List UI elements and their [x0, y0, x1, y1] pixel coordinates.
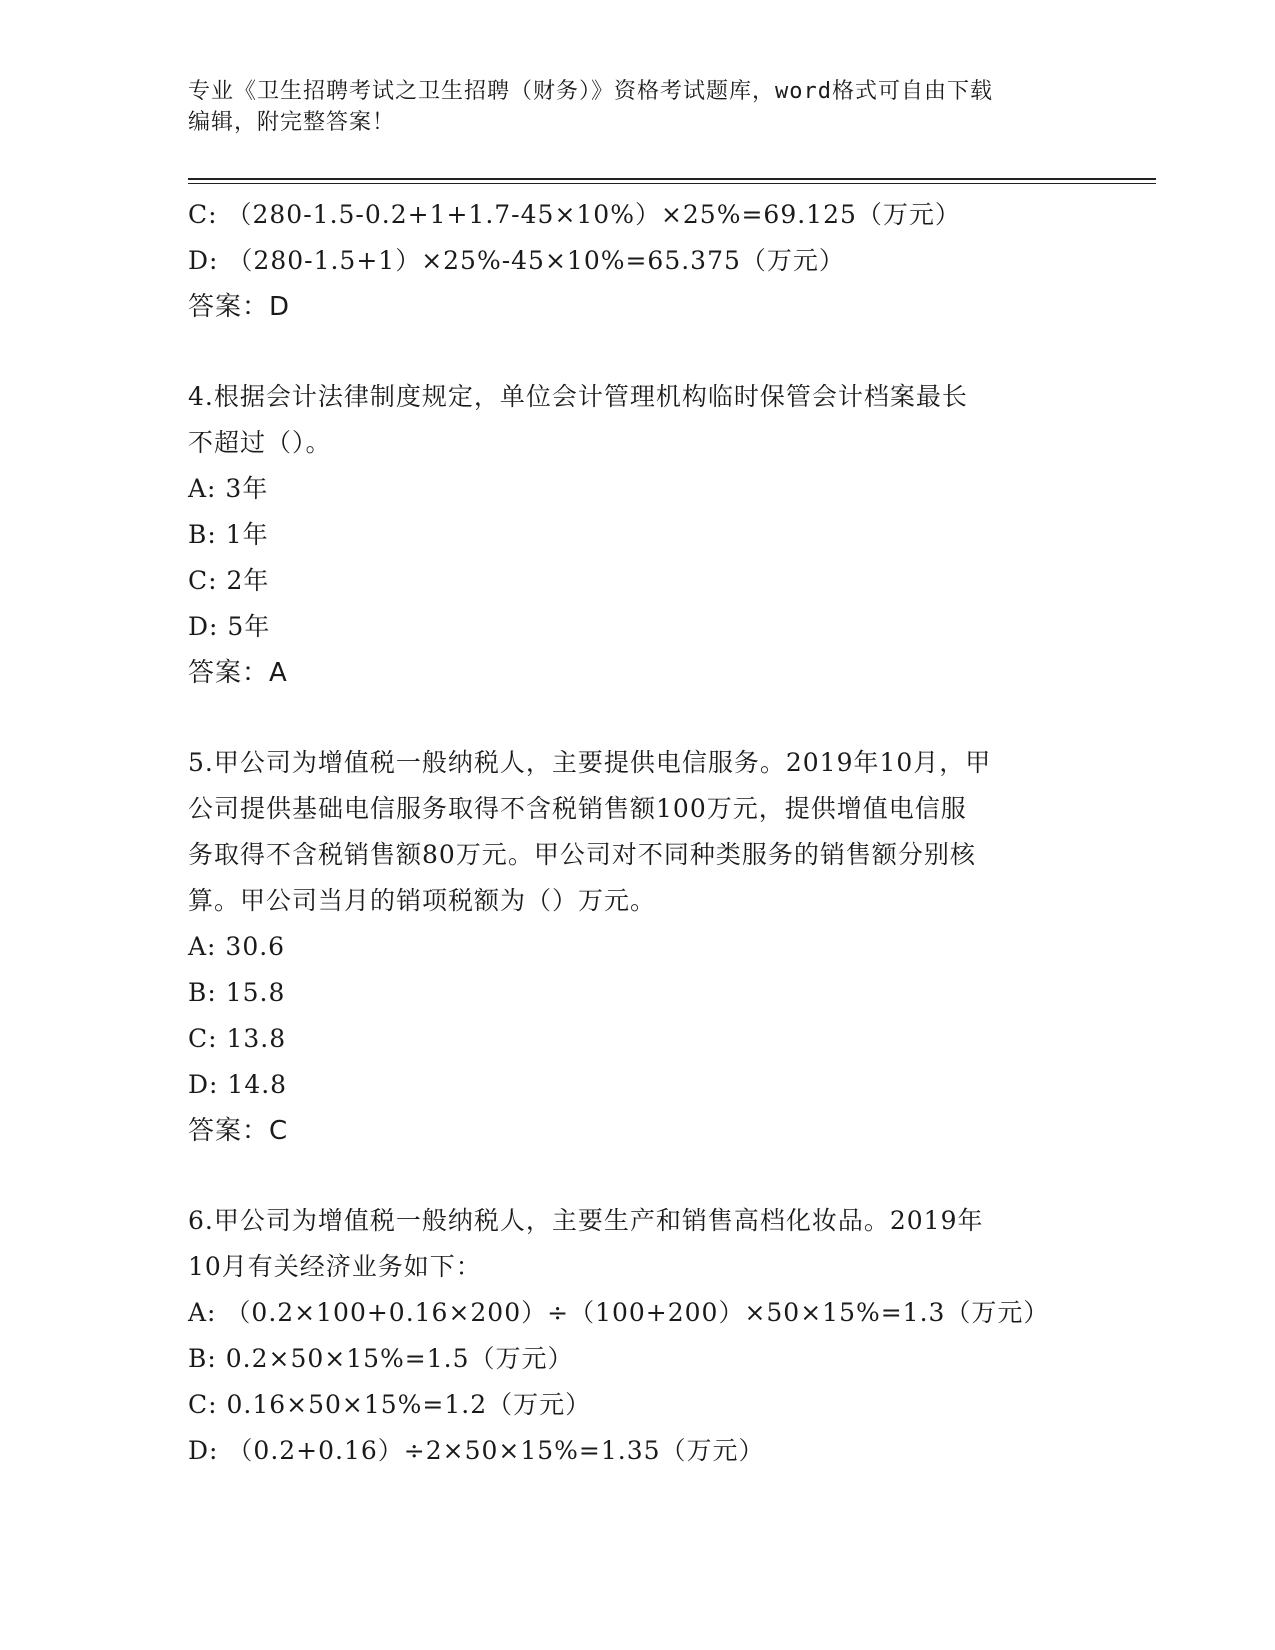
answer: 答案：C	[188, 1116, 289, 1146]
document-header	[188, 76, 1088, 138]
question-stem: 不超过（）。	[188, 428, 332, 457]
option-c: C: （280-1.5-0.2+1+1.7-45×10%）×25%=69.125（万元）	[188, 200, 961, 229]
header-line-1: 专业《卫生招聘考试之卫生招聘（财务）》资格考试题库，word格式可自由下载	[188, 79, 993, 104]
option-b: B: 0.2×50×15%=1.5（万元）	[188, 1344, 574, 1373]
header-divider-thick	[188, 178, 1156, 180]
question-4	[188, 374, 1088, 696]
option-c: C: 0.16×50×15%=1.2（万元）	[188, 1390, 592, 1419]
option-b: B: 1年	[188, 520, 269, 549]
option-c: C: 13.8	[188, 1024, 287, 1053]
option-d: D: 14.8	[188, 1070, 288, 1099]
header-line-2: 编辑，附完整答案！	[188, 110, 396, 135]
answer: 答案：D	[188, 292, 291, 322]
question-content	[188, 192, 1088, 1474]
question-stem: 6.甲公司为增值税一般纳税人，主要生产和销售高档化妆品。2019年	[188, 1206, 984, 1235]
option-d: D: （0.2+0.16）÷2×50×15%=1.35（万元）	[188, 1436, 765, 1465]
question-6	[188, 1198, 1088, 1474]
question-3	[188, 192, 1088, 330]
question-5	[188, 740, 1088, 1154]
spacer	[188, 1154, 1088, 1198]
option-d: D: 5年	[188, 612, 271, 641]
question-stem: 算。甲公司当月的销项税额为（）万元。	[188, 886, 657, 915]
spacer	[188, 330, 1088, 374]
answer: 答案：A	[188, 658, 288, 688]
option-c: C: 2年	[188, 566, 270, 595]
question-stem: 4.根据会计法律制度规定，单位会计管理机构临时保管会计档案最长	[188, 382, 968, 411]
option-a: A: 30.6	[188, 932, 286, 961]
question-stem: 10月有关经济业务如下：	[188, 1252, 482, 1281]
question-stem: 5.甲公司为增值税一般纳税人，主要提供电信服务。2019年10月，甲	[188, 748, 992, 777]
option-a: A: 3年	[188, 474, 269, 503]
option-b: B: 15.8	[188, 978, 286, 1007]
question-stem: 务取得不含税销售额80万元。甲公司对不同种类服务的销售额分别核	[188, 840, 976, 869]
option-d: D: （280-1.5+1）×25%-45×10%=65.375（万元）	[188, 246, 845, 275]
option-a: A: （0.2×100+0.16×200）÷（100+200）×50×15%=1.3（万元）	[188, 1298, 1050, 1327]
question-stem: 公司提供基础电信服务取得不含税销售额100万元，提供增值电信服	[188, 794, 967, 823]
spacer	[188, 696, 1088, 740]
header-divider-thin	[188, 183, 1156, 184]
